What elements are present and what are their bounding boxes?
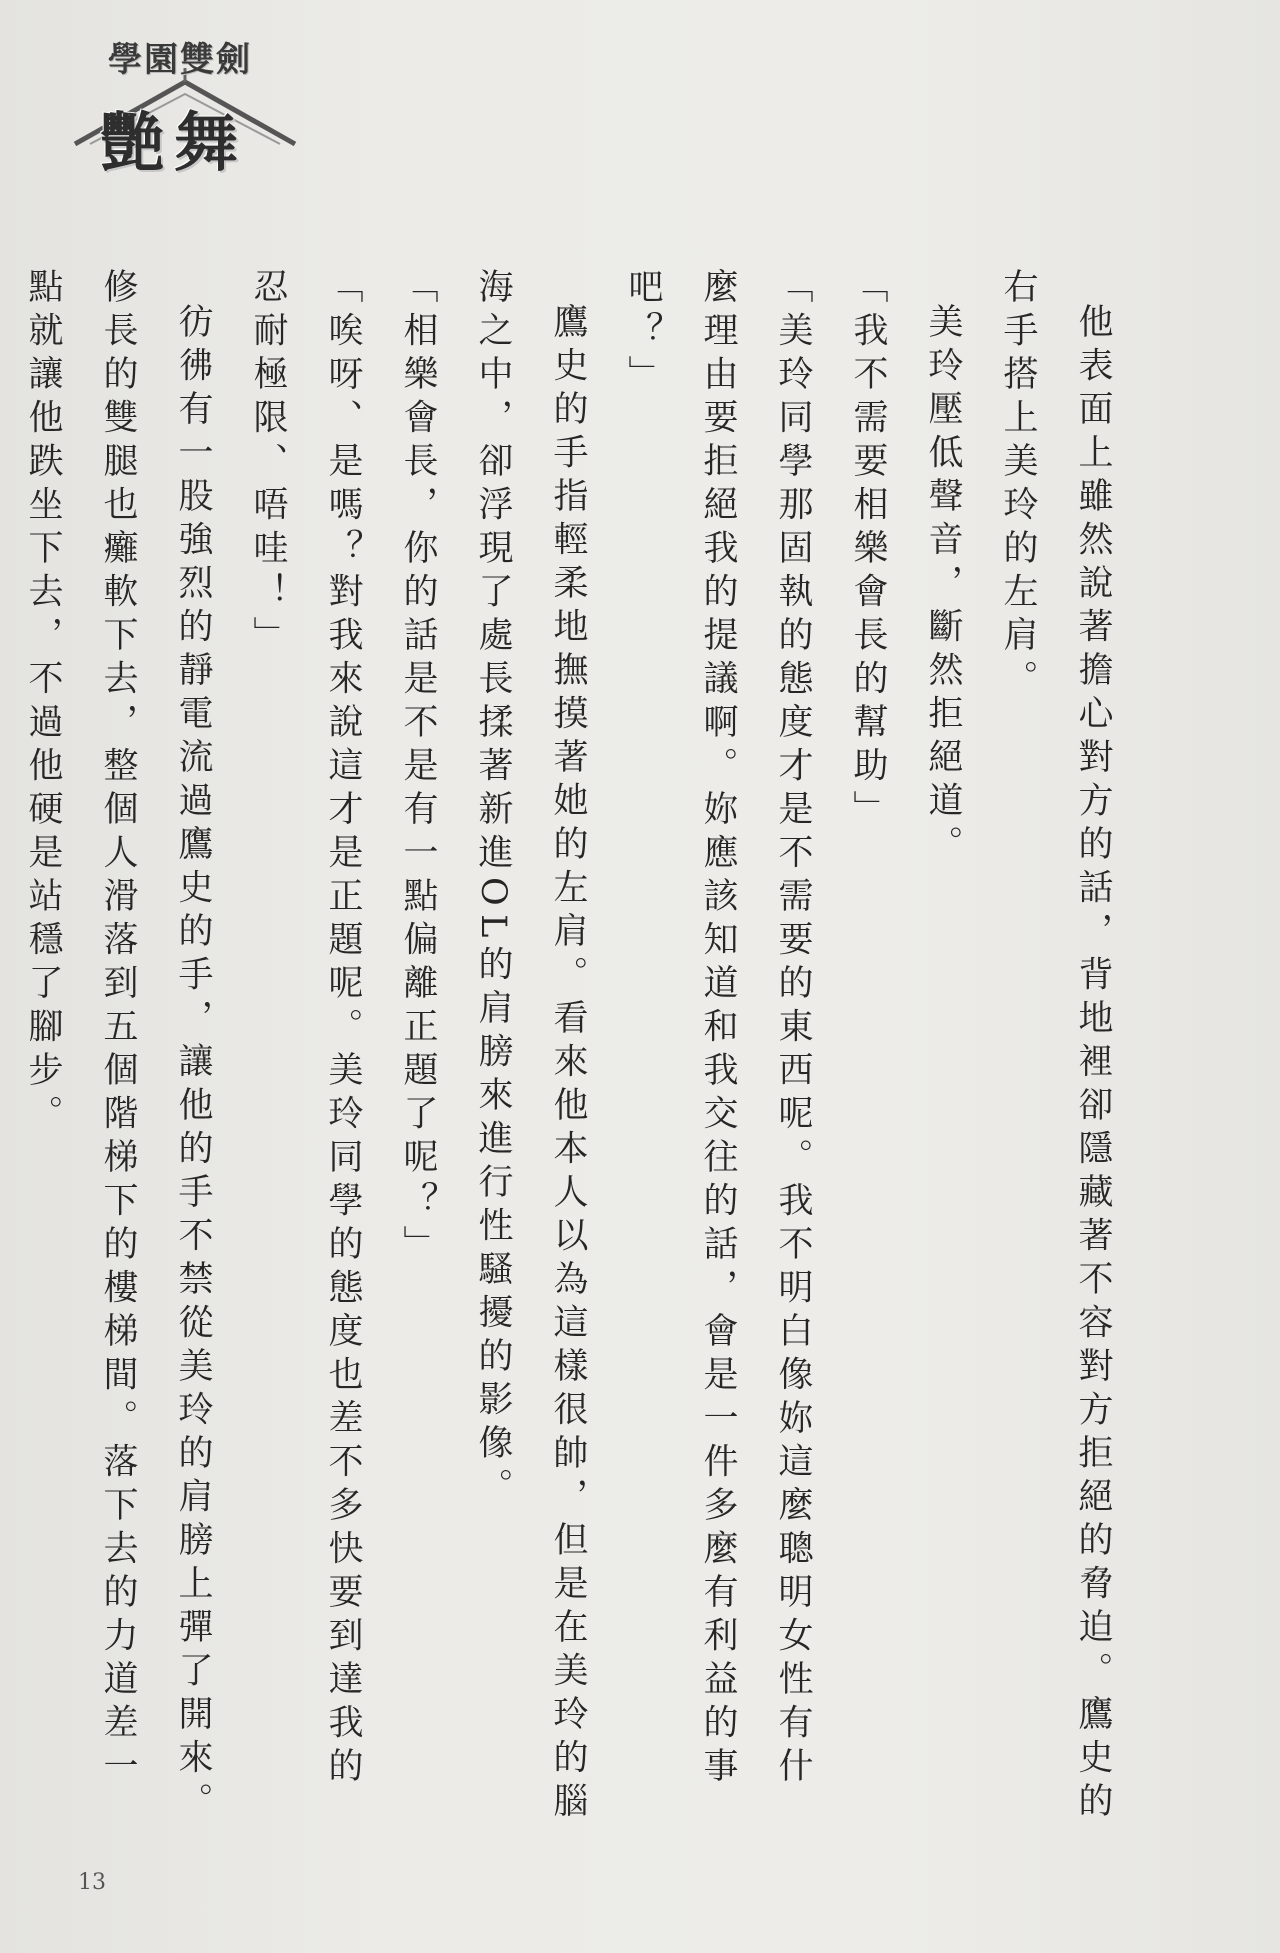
- paragraph: 彷彿有一股強烈的靜電流過鷹史的手，讓他的手不禁從美玲的肩膀上彈了開來。修長的雙腿也癱軟下去，整個人滑落到五個階梯下的樓梯間。落下去的力道差一點就讓他跌坐下去，不過他硬是站穩了腳步。: [23, 268, 213, 1826]
- paragraph: 鷹史的手指輕柔地撫摸著她的左肩。看來他本人以為這樣很帥，但是在美玲的腦海之中，卻浮現了處長揉著新進OL的肩膀來進行性騷擾的影像。: [473, 268, 588, 1826]
- dialogue-line: 「美玲同學那固執的態度才是不需要的東西呢。我不明白像妳這麼聰明女性有什麼理由要拒絕我的提議啊。妳應該知道和我交往的話，會是一件多麼有利益的事吧？」: [623, 268, 813, 1791]
- paragraph: 美玲壓低聲音，斷然拒絕道。: [923, 303, 963, 869]
- dialogue-line: 「我不需要相樂會長的幫助」: [848, 268, 888, 834]
- series-logo: [70, 24, 300, 181]
- vertical-body-text: [23, 268, 1130, 1828]
- dialogue-line: 「相樂會長，你的話是不是有一點偏離正題了呢？」: [398, 268, 438, 1269]
- series-title: 艷舞: [100, 106, 248, 181]
- dialogue-line: 「唉呀、是嗎？對我來說這才是正題呢。美玲同學的態度也差不多快要到達我的忍耐極限、唔哇！」: [248, 268, 363, 1791]
- page-number: 13: [78, 1870, 106, 1895]
- series-subtitle: 學園雙劍: [108, 40, 252, 80]
- paragraph: 他表面上雖然說著擔心對方的話，背地裡卻隱藏著不容對方拒絕的脅迫。鷹史的右手搭上美玲的左肩。: [998, 268, 1113, 1826]
